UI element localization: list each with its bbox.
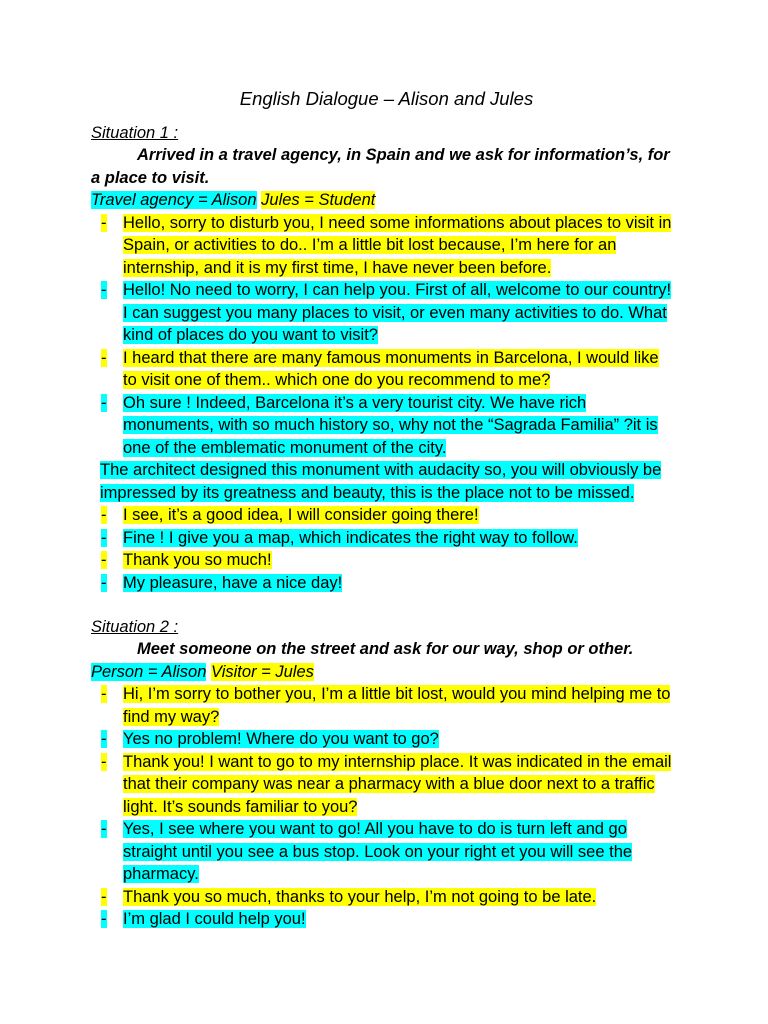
dialogue-text: Thank you! I want to go to my internship place. It was indicated in the email that their company was near a pharmacy with a blue door next to a traffic light. It’s sounds familiar to you? bbox=[123, 752, 672, 816]
situation-2-dialogue bbox=[91, 683, 672, 931]
role-jules: Visitor = Jules bbox=[211, 662, 314, 681]
dialogue-text: Fine ! I give you a map, which indicates the right way to follow. bbox=[123, 528, 578, 547]
bullet-dash bbox=[101, 279, 123, 302]
document-title: English Dialogue – Alison and Jules bbox=[239, 88, 534, 109]
dialogue-text: Hi, I’m sorry to bother you, I’m a little bit lost, would you mind helping me to find my way? bbox=[123, 685, 671, 726]
dialogue-text: My pleasure, have a nice day! bbox=[123, 573, 343, 592]
dialogue-line-jules bbox=[91, 549, 672, 572]
dialogue-line-jules bbox=[91, 751, 672, 819]
bullet-dash-highlight: - bbox=[101, 281, 107, 299]
dialogue-line-alison bbox=[91, 527, 672, 550]
situation-2-roles bbox=[91, 661, 672, 684]
dialogue-text: I heard that there are many famous monuments in Barcelona, I would like to visit one of them.. which one do you recommend to me? bbox=[123, 348, 659, 389]
dialogue-line-alison bbox=[91, 908, 672, 931]
bullet-dash bbox=[101, 504, 123, 527]
bullet-dash-highlight: - bbox=[101, 528, 107, 547]
bullet-dash-highlight: - bbox=[101, 213, 107, 232]
dialogue-text: Yes no problem! Where do you want to go? bbox=[123, 730, 439, 748]
bullet-dash bbox=[101, 751, 123, 774]
bullet-dash-highlight: - bbox=[101, 551, 107, 569]
bullet-dash bbox=[101, 212, 123, 235]
dialogue-line-alison bbox=[91, 728, 672, 751]
dialogue-text: Hello, sorry to disturb you, I need some informations about places to visit in Spain, or activities to do.. I’m a little bit lost because, I’m here for an internship, and it is my first time, I have never been before. bbox=[123, 213, 672, 277]
situation-1-continuation bbox=[100, 459, 672, 504]
bullet-dash bbox=[101, 347, 123, 370]
situation-2-label: Situation 2 : bbox=[91, 618, 179, 636]
dialogue-text: Thank you so much! bbox=[123, 551, 272, 569]
situation-1 bbox=[91, 122, 672, 594]
situation-1-label: Situation 1 : bbox=[91, 124, 179, 142]
bullet-dash-highlight: - bbox=[101, 730, 107, 748]
bullet-dash-highlight: - bbox=[101, 573, 107, 592]
bullet-dash bbox=[101, 683, 123, 706]
bullet-dash bbox=[101, 527, 123, 550]
situation-1-dialogue bbox=[91, 212, 672, 460]
dialogue-line-jules bbox=[91, 683, 672, 728]
bullet-dash bbox=[101, 572, 123, 595]
dialogue-line-jules bbox=[91, 886, 672, 909]
bullet-dash bbox=[101, 549, 123, 572]
spacer bbox=[91, 594, 672, 616]
situation-1-dialogue-after bbox=[91, 504, 672, 594]
dialogue-text: Oh sure ! Indeed, Barcelona it’s a very tourist city. We have rich monuments, with so much history so, why not the “Sagrada Familia” ?it is one of the emblematic monument of the city. bbox=[123, 393, 658, 457]
dialogue-line-jules bbox=[91, 347, 672, 392]
situation-2 bbox=[91, 616, 672, 931]
bullet-dash-highlight: - bbox=[101, 910, 107, 928]
role-jules: Jules = Student bbox=[261, 191, 376, 209]
dialogue-text: Thank you so much, thanks to your help, I’m not going to be late. bbox=[123, 887, 597, 906]
bullet-dash bbox=[101, 886, 123, 909]
bullet-dash-highlight: - bbox=[101, 820, 107, 838]
dialogue-line-alison bbox=[91, 572, 672, 595]
dialogue-line-jules bbox=[91, 504, 672, 527]
bullet-dash-highlight: - bbox=[101, 348, 107, 367]
dialogue-text: I see, it’s a good idea, I will consider going there! bbox=[123, 506, 479, 524]
bullet-dash bbox=[101, 728, 123, 751]
bullet-dash bbox=[101, 908, 123, 931]
situation-2-description: Meet someone on the street and ask for our way, shop or other. bbox=[137, 640, 634, 658]
bullet-dash-highlight: - bbox=[101, 685, 107, 703]
dialogue-line-alison bbox=[91, 392, 672, 460]
bullet-dash-highlight: - bbox=[101, 393, 107, 412]
situation-1-roles bbox=[91, 189, 672, 212]
dialogue-line-alison bbox=[91, 818, 672, 886]
bullet-dash bbox=[101, 818, 123, 841]
role-alison: Person = Alison bbox=[91, 662, 207, 681]
bullet-dash-highlight: - bbox=[101, 506, 107, 524]
dialogue-text: Yes, I see where you want to go! All you have to do is turn left and go straight until you see a bus stop. Look on your right et you will see the pharmacy. bbox=[123, 820, 633, 883]
bullet-dash-highlight: - bbox=[101, 752, 107, 771]
dialogue-text: Hello! No need to worry, I can help you. First of all, welcome to our country! I can suggest you many places to visit, or even many activities to do. What kind of places do you want to visit? bbox=[123, 281, 672, 344]
dialogue-line-jules bbox=[91, 212, 672, 280]
continuation-text: The architect designed this monument with audacity so, you will obviously be impressed by its greatness and beauty, this is the place not to be missed. bbox=[100, 461, 662, 502]
role-alison: Travel agency = Alison bbox=[91, 191, 257, 209]
bullet-dash bbox=[101, 392, 123, 415]
dialogue-text: I’m glad I could help you! bbox=[123, 910, 306, 928]
situation-1-description: Arrived in a travel agency, in Spain and we ask for information’s, for a place to visit. bbox=[91, 146, 670, 187]
dialogue-line-alison bbox=[91, 279, 672, 347]
bullet-dash-highlight: - bbox=[101, 887, 107, 906]
